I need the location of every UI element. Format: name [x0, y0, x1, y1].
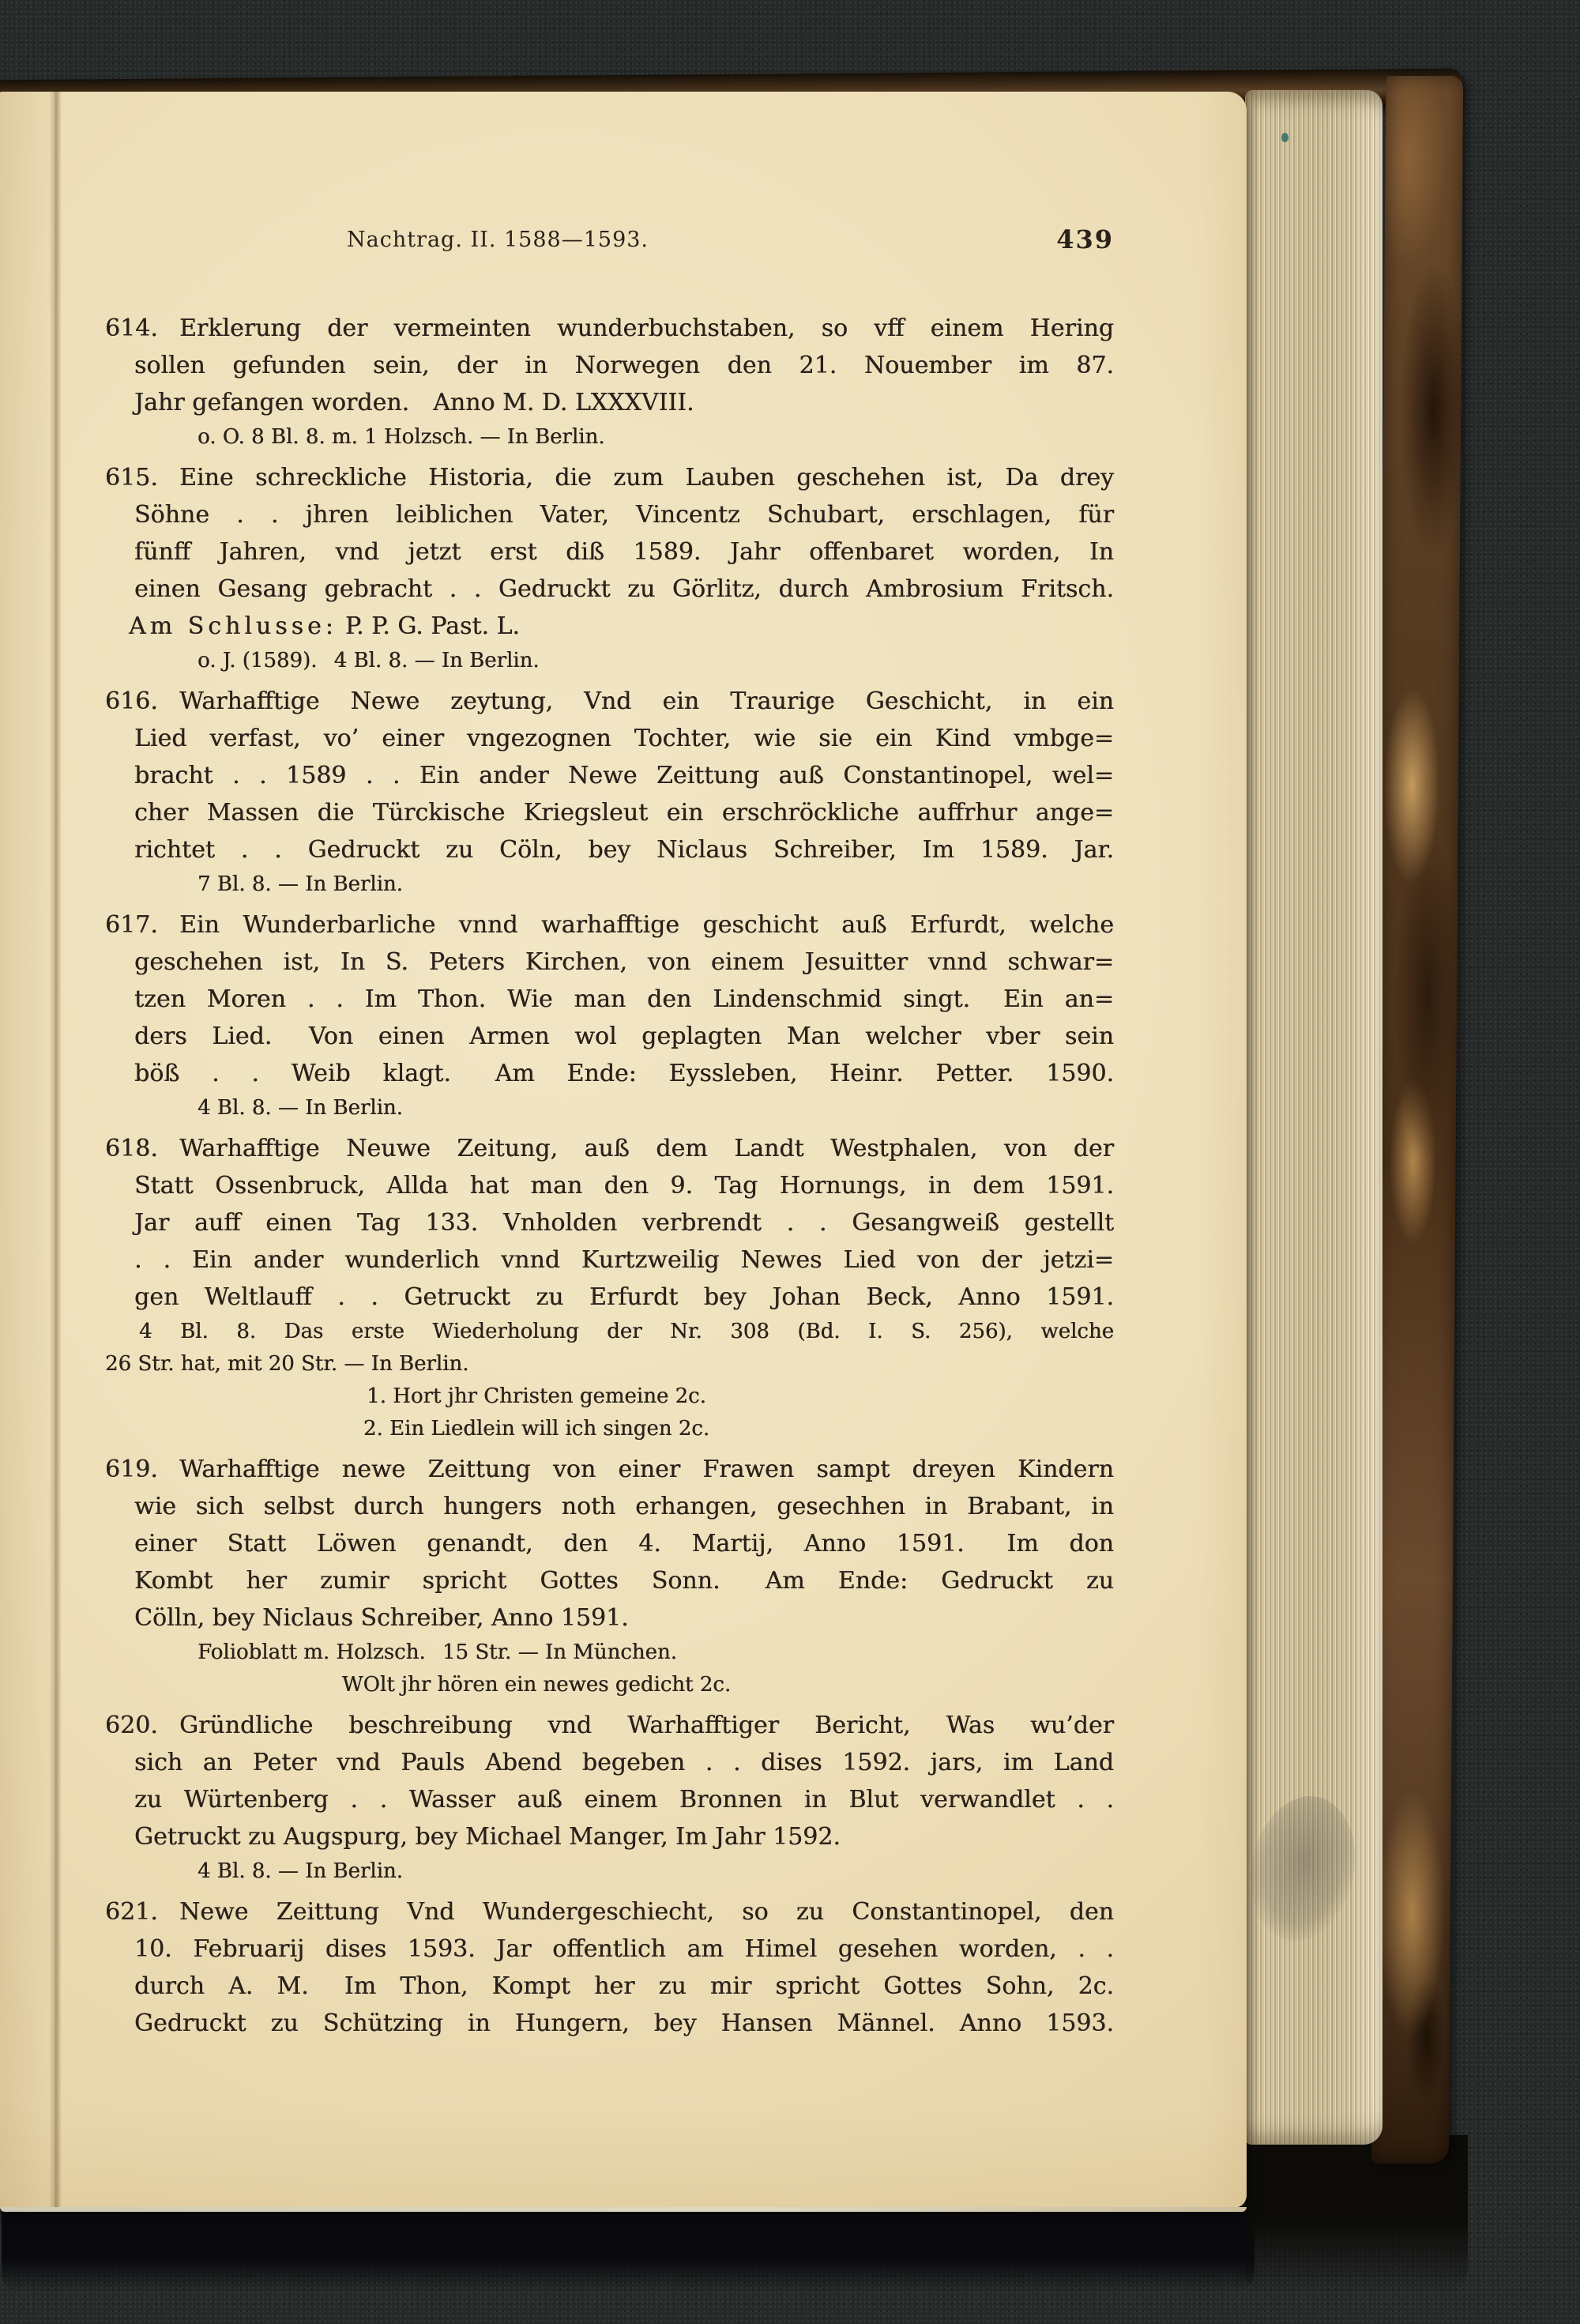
bibliography-entries — [105, 310, 1114, 2047]
line-text: tzen Moren . . Im Thon. Wie man den Lindenschmid singt. Ein an= — [134, 985, 1114, 1013]
entry-text-line — [105, 1781, 1114, 1818]
entry-text-line — [105, 794, 1114, 831]
line-text: Cölln, bey Niclaus Schreiber, Anno 1591. — [134, 1604, 629, 1632]
line-text: geschehen ist, In S. Peters Kirchen, von einem Jesuitter vnnd schwar= — [134, 948, 1114, 976]
entry-text-line — [105, 1930, 1114, 1968]
entry-text-line — [105, 347, 1114, 384]
bibliography-entry — [105, 310, 1114, 454]
entry-text-line — [105, 1818, 1114, 1855]
entry-number: 615. — [105, 464, 158, 492]
entry-number: 621. — [105, 1898, 158, 1926]
line-text: 26 Str. hat, mit 20 Str. — In Berlin. — [105, 1352, 469, 1376]
line-text: Newe Zeittung Vnd Wundergeschiecht, so zu Constantinopel, den — [179, 1898, 1114, 1926]
entry-title-line — [105, 906, 1114, 944]
entry-text-line — [105, 1279, 1114, 1316]
line-text: Statt Ossenbruck, Allda hat man den 9. Tag Hornungs, in dem 1591. — [134, 1172, 1114, 1200]
line-text: Eine schreckliche Historia, die zum Lauben geschehen ist, Da drey — [179, 464, 1114, 492]
line-text: . . Ein ander wunderlich vnnd Kurtzweilig Newes Lied von der jetzi= — [134, 1246, 1114, 1274]
line-text: P. P. G. Past. L. — [344, 612, 520, 640]
bibliography-entry — [105, 459, 1114, 677]
entry-text-line — [105, 981, 1114, 1018]
collation-note-line — [105, 1855, 1114, 1888]
entry-text-line — [105, 1744, 1114, 1781]
entry-number: 620. — [105, 1712, 158, 1739]
entry-text-line — [105, 1562, 1114, 1599]
entry-number: 617. — [105, 911, 158, 939]
line-text: Warhafftige Newe zeytung, Vnd ein Traurige Geschicht, in ein — [179, 687, 1114, 715]
entry-text-line — [105, 1488, 1114, 1525]
bibliography-entry — [105, 1707, 1114, 1888]
collation-note-line — [105, 868, 1114, 901]
bibliography-entry — [105, 1451, 1114, 1701]
spaced-label: Am Schlusse: — [129, 612, 337, 640]
entry-title-line — [105, 1893, 1114, 1930]
line-text: 4 Bl. 8. Das erste Wiederholung der Nr. 308 (Bd. I. S. 256), welche — [139, 1320, 1114, 1343]
line-text: 4 Bl. 8. — In Berlin. — [198, 1096, 403, 1120]
page-bottom-edge — [0, 2207, 1247, 2212]
line-text: Warhafftige Neuwe Zeitung, auß dem Landt Westphalen, von der — [179, 1135, 1114, 1162]
collation-note-line — [105, 1348, 1114, 1380]
bibliography-entry — [105, 683, 1114, 901]
line-text: Gedruckt zu Schützing in Hungern, bey Hansen Männel. Anno 1593. — [134, 2009, 1114, 2037]
entry-title-line — [105, 1707, 1114, 1744]
line-text: 4 Bl. 8. — In Berlin. — [198, 1859, 403, 1883]
line-text: gen Weltlauff . . Getruckt zu Erfurdt bey Johan Beck, Anno 1591. — [134, 1283, 1114, 1311]
line-text: richtet . . Gedruckt zu Cöln, bey Niclaus Schreiber, Im 1589. Jar. — [134, 836, 1114, 864]
bibliography-entry — [105, 1893, 1114, 2042]
line-text: o. O. 8 Bl. 8. m. 1 Holzsch. — In Berlin. — [198, 425, 605, 449]
entry-text-line — [105, 1525, 1114, 1562]
line-text: sollen gefunden sein, der in Norwegen den 21. Nouember im 87. — [134, 352, 1114, 379]
bibliography-entry — [105, 1130, 1114, 1445]
line-text: Getruckt zu Augspurg, bey Michael Manger, Im Jahr 1592. — [134, 1823, 841, 1851]
entry-text-line — [105, 831, 1114, 868]
entry-text-line — [105, 757, 1114, 794]
running-title: Nachtrag. II. 1588—1593. — [346, 228, 649, 252]
line-text: 10. Februarij dises 1593. Jar offentlich am Himel gesehen worden, . . — [134, 1935, 1114, 1963]
entry-number: 614. — [105, 315, 158, 342]
collation-note-line — [105, 1637, 1114, 1669]
entry-text-line — [105, 944, 1114, 981]
line-text: Folioblatt m. Holzsch. 15 Str. — In München. — [198, 1640, 677, 1664]
book-bottom-shadow — [2, 2206, 1255, 2292]
gray-stain-mark — [1237, 1787, 1368, 1951]
line-text: Lied verfast, vo’ einer vngezognen Tochter, wie sie ein Kind vmbge= — [134, 725, 1114, 752]
entry-title-line — [105, 1451, 1114, 1488]
line-text: zu Würtenberg . . Wasser auß einem Bronnen in Blut verwandlet . . — [134, 1786, 1114, 1814]
entry-text-line — [105, 496, 1114, 533]
entry-title-line — [105, 1130, 1114, 1167]
line-text: cher Massen die Türckische Kriegsleut ein erschröckliche auffrhur ange= — [134, 799, 1114, 827]
entry-text-line — [105, 608, 1114, 645]
entry-text-line — [105, 533, 1114, 571]
line-text: einer Statt Löwen genandt, den 4. Martij, Anno 1591. Im don — [134, 1530, 1114, 1557]
line-text: einen Gesang gebracht . . Gedruckt zu Görlitz, durch Ambrosium Fritsch. — [134, 575, 1114, 603]
line-text: Jar auff einen Tag 133. Vnholden verbrendt . . Gesangweiß gestellt — [134, 1209, 1114, 1237]
collation-note-line — [105, 645, 1114, 677]
line-text: Kombt her zumir spricht Gottes Sonn. Am Ende: Gedruckt zu — [134, 1567, 1114, 1595]
line-text: Warhafftige newe Zeittung von einer Frawen sampt dreyen Kindern — [179, 1456, 1114, 1483]
entry-text-line — [105, 2005, 1114, 2042]
collation-note-line — [105, 421, 1114, 454]
line-text: bracht . . 1589 . . Ein ander Newe Zeittung auß Constantinopel, wel= — [134, 762, 1114, 789]
line-text: Jahr gefangen worden. Anno M. D. LXXXVIII. — [134, 389, 694, 416]
line-text: ders Lied. Von einen Armen wol geplagten Man welcher vber sein — [134, 1023, 1114, 1050]
line-text: 2. Ein Liedlein will ich singen 2c. — [363, 1417, 710, 1441]
line-text: Gründliche beschreibung vnd Warhafftiger Bericht, Was wu’der — [179, 1712, 1114, 1739]
entry-number: 618. — [105, 1135, 158, 1162]
page-block-fore-edge — [1245, 90, 1382, 2145]
line-text: Erklerung der vermeinten wunderbuchstaben, so vff einem Hering — [179, 315, 1114, 342]
entry-title-line — [105, 459, 1114, 496]
song-incipit-line — [105, 1413, 1114, 1445]
song-incipit-line — [105, 1380, 1114, 1413]
page-number: 439 — [1056, 224, 1114, 254]
line-text: wie sich selbst durch hungers noth erhangen, gesechhen in Brabant, in — [134, 1493, 1114, 1520]
line-text: fünff Jahren, vnd jetzt erst diß 1589. Jahr offenbaret worden, In — [134, 538, 1114, 566]
entry-text-line — [105, 1241, 1114, 1279]
line-text: böß . . Weib klagt. Am Ende: Eyssleben, Heinr. Petter. 1590. — [134, 1060, 1114, 1087]
entry-text-line — [105, 1055, 1114, 1092]
line-text: sich an Peter vnd Pauls Abend begeben . . dises 1592. jars, im Land — [134, 1749, 1114, 1776]
collation-note-line — [105, 1092, 1114, 1124]
song-incipit-line — [105, 1669, 1114, 1701]
line-text: Söhne . . jhren leiblichen Vater, Vincentz Schubart, erschlagen, für — [134, 501, 1114, 529]
line-text: o. J. (1589). 4 Bl. 8. — In Berlin. — [198, 649, 540, 672]
line-text: WOlt jhr hören ein newes gedicht 2c. — [341, 1673, 732, 1697]
line-text: durch A. M. Im Thon, Kompt her zu mir spricht Gottes Sohn, 2c. — [134, 1972, 1114, 2000]
entry-text-line — [105, 1204, 1114, 1241]
entry-number: 616. — [105, 687, 158, 715]
line-text: Ein Wunderbarliche vnnd warhafftige geschicht auß Erfurdt, welche — [179, 911, 1114, 939]
entry-title-line — [105, 683, 1114, 720]
marbled-cover-board — [1371, 76, 1463, 2164]
entry-text-line — [105, 720, 1114, 757]
gutter-crease — [49, 92, 62, 2208]
entry-title-line — [105, 310, 1114, 347]
book-page — [0, 92, 1247, 2208]
entry-text-line — [105, 1599, 1114, 1637]
entry-text-line — [105, 1167, 1114, 1204]
bibliography-entry — [105, 906, 1114, 1124]
entry-number: 619. — [105, 1456, 158, 1483]
line-text: 1. Hort jhr Christen gemeine 2c. — [367, 1384, 706, 1408]
entry-text-line — [105, 384, 1114, 421]
entry-text-line — [105, 1018, 1114, 1055]
entry-text-line — [105, 571, 1114, 608]
line-text: 7 Bl. 8. — In Berlin. — [198, 872, 403, 896]
small-ink-stain — [1281, 133, 1288, 142]
collation-note-line — [105, 1316, 1114, 1348]
entry-text-line — [105, 1968, 1114, 2005]
